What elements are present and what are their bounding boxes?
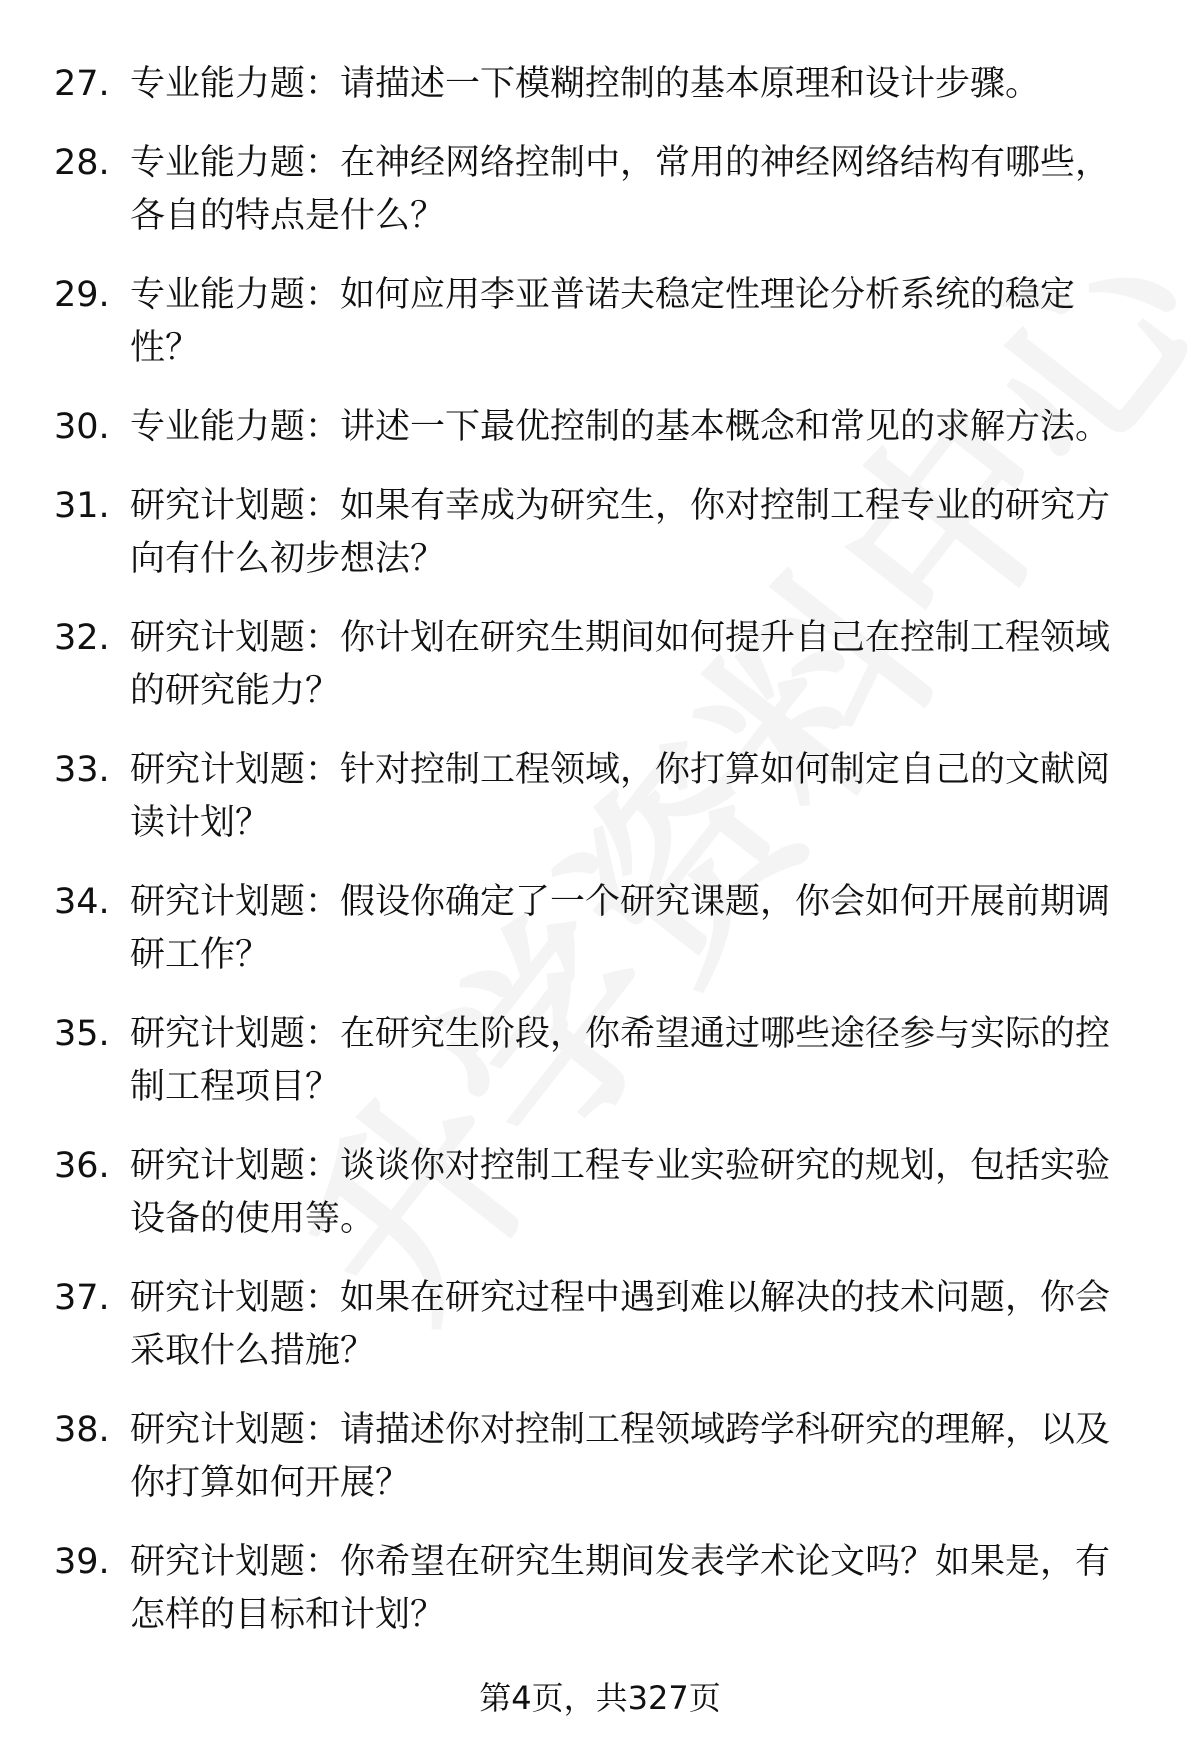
question-list <box>0 58 1200 1668</box>
question-text: 专业能力题：请描述一下模糊控制的基本原理和设计步骤。 <box>130 64 1041 104</box>
question-item <box>0 137 1140 243</box>
question-number: 33. <box>54 750 110 790</box>
question-text: 研究计划题：在研究生阶段，你希望通过哪些途径参与实际的控制工程项目？ <box>130 1014 1111 1107</box>
question-item <box>0 876 1140 982</box>
question-number: 35. <box>54 1014 110 1054</box>
question-item <box>0 612 1140 718</box>
question-text: 专业能力题：讲述一下最优控制的基本概念和常见的求解方法。 <box>130 407 1111 447</box>
question-item <box>0 58 1140 111</box>
question-item <box>0 1536 1140 1642</box>
question-item <box>0 269 1140 375</box>
page-number: 第4页，共327页 <box>479 1679 721 1717</box>
question-item <box>0 1272 1140 1378</box>
question-item <box>0 744 1140 850</box>
question-number: 28. <box>54 143 110 183</box>
question-text: 研究计划题：你计划在研究生期间如何提升自己在控制工程领域的研究能力？ <box>130 618 1111 711</box>
question-item <box>0 480 1140 586</box>
question-number: 31. <box>54 486 110 526</box>
question-text: 研究计划题：针对控制工程领域，你打算如何制定自己的文献阅读计划？ <box>130 750 1111 843</box>
question-item <box>0 401 1140 454</box>
question-text: 研究计划题：假设你确定了一个研究课题，你会如何开展前期调研工作？ <box>130 882 1111 975</box>
question-item <box>0 1008 1140 1114</box>
question-number: 36. <box>54 1146 110 1186</box>
question-text: 研究计划题：请描述你对控制工程领域跨学科研究的理解，以及你打算如何开展？ <box>130 1410 1111 1503</box>
question-text: 专业能力题：在神经网络控制中，常用的神经网络结构有哪些，各自的特点是什么？ <box>130 143 1111 236</box>
question-number: 32. <box>54 618 110 658</box>
question-text: 研究计划题：谈谈你对控制工程专业实验研究的规划，包括实验设备的使用等。 <box>130 1146 1111 1239</box>
question-text: 研究计划题：你希望在研究生期间发表学术论文吗？如果是，有怎样的目标和计划？ <box>130 1542 1111 1635</box>
page-footer <box>0 1676 1200 1720</box>
question-text: 专业能力题：如何应用李亚普诺夫稳定性理论分析系统的稳定性？ <box>130 275 1076 368</box>
question-number: 37. <box>54 1278 110 1318</box>
question-item <box>0 1140 1140 1246</box>
question-text: 研究计划题：如果有幸成为研究生，你对控制工程专业的研究方向有什么初步想法？ <box>130 486 1111 579</box>
question-number: 39. <box>54 1542 110 1582</box>
question-text: 研究计划题：如果在研究过程中遇到难以解决的技术问题，你会采取什么措施？ <box>130 1278 1111 1371</box>
question-number: 27. <box>54 64 110 104</box>
question-number: 29. <box>54 275 110 315</box>
question-item <box>0 1404 1140 1510</box>
question-number: 38. <box>54 1410 110 1450</box>
question-number: 34. <box>54 882 110 922</box>
question-number: 30. <box>54 407 110 447</box>
